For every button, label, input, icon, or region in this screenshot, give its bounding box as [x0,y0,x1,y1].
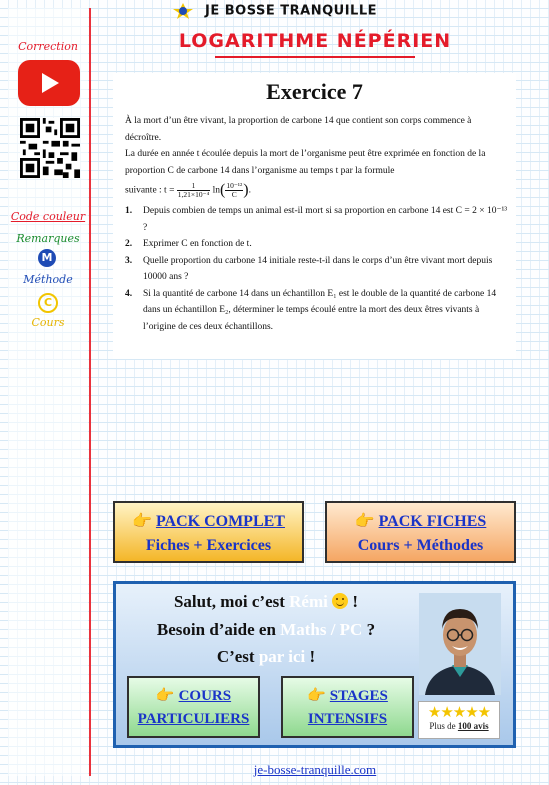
pointing-hand-icon: 👉 [307,686,326,704]
pointing-hand-icon: 👉 [132,511,152,530]
formula-argument: $\frac{\text{10⁻¹²}}{C}$ [226,181,243,199]
page-title: LOGARITHME NÉPÉRIEN [178,30,452,52]
methode-label: Méthode [23,273,73,286]
formula-coefficient: $\frac{1}{\text{1,21×10⁻⁴}}$ [177,181,210,199]
pointing-hand-icon: 👉 [354,511,375,530]
cours-label: Cours [31,316,65,329]
cours-icon: C [38,293,58,313]
pack-complet-line1[interactable]: PACK COMPLET [155,513,285,530]
question-3: 3. Quelle proportion du carbone 14 initiale reste-t-il dans le corps d’un être vivant mort depuis 10000 ans ? [125,255,493,283]
pack-complet-line2[interactable]: Fiches + Exercices [145,537,272,554]
exercise-card [113,73,516,359]
pack-fiches-button[interactable] [325,501,516,563]
remarques-label: Remarques [16,232,80,245]
play-icon [42,73,59,93]
exercise-formula: suivante : t = $\frac{1}{\text{1,21×10⁻⁴}}$ ln( $\frac{\text{10⁻¹²}}{C}$ ). [125,181,251,199]
question-2: 2. Exprimer C en fonction de t. [125,239,252,250]
promo-cta: C’est par ici ! [216,647,316,666]
stages-intensifs-button[interactable]: 👉 STAGES INTENSIFS [281,676,414,738]
reviews-count: Plus de 100 avis [429,721,489,731]
question-1: 1. Depuis combien de temps un animal est-il mort si sa proportion en carbone 14 est C = 2 × 10⁻¹³ ? [125,206,508,233]
exercise-title: Exercice 7 [266,79,363,104]
tutor-avatar [419,593,501,695]
correction-label: Correction [18,40,78,53]
question-4: 4. Si la quantité de carbone 14 dans un échantillon E₁ est le double de la quantité de carbone 14 dans un échantillon E₂, déterminer le temps écoulé entre la mort des deux êtres vivants à l’origine de ces deux échantillons. [125,288,497,332]
qr-code-icon[interactable] [20,118,80,178]
exercise-intro-2: La durée en année t écoulée depuis la mort de l’organisme peut être exprimée en fonction de la proportion C de carbone 14 dans l’organisme au temps t par la formule [125,149,486,176]
promo-card [113,581,516,748]
cours-particuliers-button[interactable]: 👉 COURS PARTICULIERS [127,676,260,738]
pack-fiches-line1[interactable]: PACK FICHES [378,513,487,530]
brand-header [0,2,549,20]
color-code-label: Code couleur [10,210,86,223]
margin-line [89,8,91,776]
formula-ln: ln [212,185,220,196]
youtube-icon[interactable] [18,60,80,106]
five-stars-icon: ★★★★★ [427,703,491,721]
pointing-hand-icon: 👉 [155,686,175,704]
brand-logo-icon [172,2,194,20]
promo-here-link[interactable]: par ici [258,647,306,666]
pack-fiches-line2[interactable]: Cours + Méthodes [357,537,484,554]
formula-lead: suivante : t = [125,185,175,196]
rating-badge [418,701,500,739]
title-underline [215,56,415,58]
methode-icon: M [38,249,56,267]
footer-link[interactable]: je-bosse-tranquille.com [253,762,377,777]
exercise-statement [125,113,509,335]
promo-help: Besoin d’aide en Maths / PC ? [156,620,376,639]
promo-name: Rémi [289,592,328,611]
pack-complet-button[interactable] [113,501,304,563]
smiley-icon [332,593,348,609]
promo-subjects: Maths / PC [280,620,363,639]
brand-name: JE BOSSE TRANQUILLE [205,3,377,19]
promo-greeting: Salut, moi c’est Rémi ! [173,592,359,611]
exercise-intro-1: À la mort d’un être vivant, la proportion de carbone 14 que contient son corps commence à décroître. [125,116,472,143]
